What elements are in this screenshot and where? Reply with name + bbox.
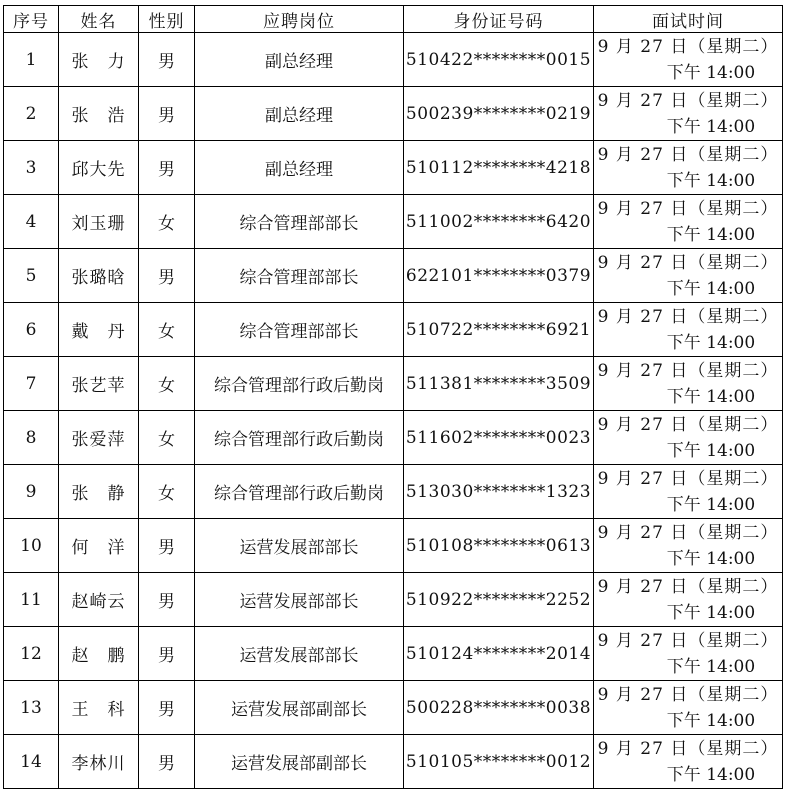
cell-index: 11 (4, 573, 59, 627)
cell-index: 2 (4, 87, 59, 141)
interview-date: 9 月 27 日（星期二） (597, 144, 779, 165)
interview-date: 9 月 27 日（星期二） (597, 630, 779, 651)
cell-name: 何 洋 (59, 519, 139, 573)
cell-position: 副总经理 (195, 87, 404, 141)
cell-index: 1 (4, 33, 59, 87)
cell-id-number: 500228********0038 (404, 681, 594, 735)
cell-name: 邱大先 (59, 141, 139, 195)
table-body (4, 33, 783, 789)
cell-index: 4 (4, 195, 59, 249)
cell-position: 综合管理部行政后勤岗 (195, 357, 404, 411)
header-gender: 性别 (139, 6, 195, 33)
cell-position: 副总经理 (195, 33, 404, 87)
interview-hour: 下午 14:00 (666, 170, 756, 191)
interview-hour: 下午 14:00 (666, 386, 756, 407)
interview-date: 9 月 27 日（星期二） (597, 198, 779, 219)
interview-hour: 下午 14:00 (666, 62, 756, 83)
cell-gender: 女 (139, 303, 195, 357)
cell-name: 赵 鹏 (59, 627, 139, 681)
table-row (4, 627, 783, 681)
cell-name: 戴 丹 (59, 303, 139, 357)
cell-gender: 男 (139, 627, 195, 681)
header-row (4, 6, 783, 33)
cell-gender: 女 (139, 195, 195, 249)
cell-name: 张爱萍 (59, 411, 139, 465)
cell-interview-time (594, 249, 783, 303)
interview-date: 9 月 27 日（星期二） (597, 90, 779, 111)
cell-name: 李林川 (59, 735, 139, 789)
cell-name: 王 科 (59, 681, 139, 735)
table-header (4, 6, 783, 33)
header-name: 姓名 (59, 6, 139, 33)
cell-id-number: 500239********0219 (404, 87, 594, 141)
table-row (4, 303, 783, 357)
cell-gender: 男 (139, 33, 195, 87)
cell-name: 张艺苹 (59, 357, 139, 411)
cell-id-number: 510105********0012 (404, 735, 594, 789)
cell-index: 12 (4, 627, 59, 681)
cell-interview-time (594, 303, 783, 357)
interview-hour: 下午 14:00 (666, 656, 756, 677)
table-row (4, 195, 783, 249)
cell-gender: 男 (139, 681, 195, 735)
interview-date: 9 月 27 日（星期二） (597, 360, 779, 381)
interview-date: 9 月 27 日（星期二） (597, 576, 779, 597)
interview-hour: 下午 14:00 (666, 602, 756, 623)
interview-hour: 下午 14:00 (666, 332, 756, 353)
table-row (4, 33, 783, 87)
cell-name: 张 静 (59, 465, 139, 519)
cell-position: 综合管理部部长 (195, 249, 404, 303)
header-interview-time: 面试时间 (594, 6, 783, 33)
interview-date: 9 月 27 日（星期二） (597, 738, 779, 759)
cell-index: 9 (4, 465, 59, 519)
header-index: 序号 (4, 6, 59, 33)
interview-date: 9 月 27 日（星期二） (597, 468, 779, 489)
cell-id-number: 513030********1323 (404, 465, 594, 519)
cell-index: 6 (4, 303, 59, 357)
cell-index: 3 (4, 141, 59, 195)
cell-gender: 男 (139, 87, 195, 141)
interview-hour: 下午 14:00 (666, 494, 756, 515)
cell-id-number: 622101********0379 (404, 249, 594, 303)
interview-date: 9 月 27 日（星期二） (597, 684, 779, 705)
cell-position: 综合管理部行政后勤岗 (195, 411, 404, 465)
cell-id-number: 510422********0015 (404, 33, 594, 87)
cell-id-number: 510922********2252 (404, 573, 594, 627)
cell-interview-time (594, 519, 783, 573)
cell-index: 14 (4, 735, 59, 789)
interview-hour: 下午 14:00 (666, 710, 756, 731)
cell-interview-time (594, 465, 783, 519)
cell-position: 综合管理部行政后勤岗 (195, 465, 404, 519)
cell-index: 7 (4, 357, 59, 411)
cell-interview-time (594, 87, 783, 141)
interview-hour: 下午 14:00 (666, 440, 756, 461)
cell-position: 运营发展部副部长 (195, 681, 404, 735)
interview-hour: 下午 14:00 (666, 116, 756, 137)
table-row (4, 357, 783, 411)
interview-date: 9 月 27 日（星期二） (597, 252, 779, 273)
header-position: 应聘岗位 (195, 6, 404, 33)
interview-hour: 下午 14:00 (666, 548, 756, 569)
cell-position: 运营发展部部长 (195, 573, 404, 627)
interview-hour: 下午 14:00 (666, 278, 756, 299)
table-row (4, 573, 783, 627)
cell-id-number: 510108********0613 (404, 519, 594, 573)
cell-gender: 男 (139, 573, 195, 627)
cell-interview-time (594, 627, 783, 681)
interview-date: 9 月 27 日（星期二） (597, 36, 779, 57)
cell-name: 张 力 (59, 33, 139, 87)
cell-gender: 男 (139, 735, 195, 789)
interview-date: 9 月 27 日（星期二） (597, 306, 779, 327)
cell-interview-time (594, 681, 783, 735)
cell-index: 13 (4, 681, 59, 735)
table-row (4, 681, 783, 735)
cell-interview-time (594, 33, 783, 87)
cell-gender: 女 (139, 465, 195, 519)
table-row (4, 249, 783, 303)
cell-name: 张 浩 (59, 87, 139, 141)
cell-name: 赵崎云 (59, 573, 139, 627)
cell-position: 综合管理部部长 (195, 195, 404, 249)
cell-id-number: 511381********3509 (404, 357, 594, 411)
table-row (4, 87, 783, 141)
cell-position: 综合管理部部长 (195, 303, 404, 357)
cell-index: 5 (4, 249, 59, 303)
cell-id-number: 511002********6420 (404, 195, 594, 249)
cell-name: 刘玉珊 (59, 195, 139, 249)
cell-position: 运营发展部部长 (195, 519, 404, 573)
cell-gender: 男 (139, 519, 195, 573)
cell-position: 运营发展部部长 (195, 627, 404, 681)
cell-index: 8 (4, 411, 59, 465)
cell-interview-time (594, 357, 783, 411)
cell-position: 副总经理 (195, 141, 404, 195)
table-row (4, 465, 783, 519)
cell-interview-time (594, 141, 783, 195)
cell-interview-time (594, 195, 783, 249)
cell-id-number: 510112********4218 (404, 141, 594, 195)
cell-id-number: 510722********6921 (404, 303, 594, 357)
cell-name: 张璐晗 (59, 249, 139, 303)
cell-interview-time (594, 735, 783, 789)
cell-interview-time (594, 411, 783, 465)
interview-roster-table (3, 5, 783, 789)
cell-gender: 女 (139, 411, 195, 465)
cell-id-number: 511602********0023 (404, 411, 594, 465)
table-row (4, 141, 783, 195)
cell-id-number: 510124********2014 (404, 627, 594, 681)
cell-gender: 女 (139, 357, 195, 411)
interview-hour: 下午 14:00 (666, 764, 756, 785)
cell-index: 10 (4, 519, 59, 573)
cell-gender: 男 (139, 249, 195, 303)
interview-hour: 下午 14:00 (666, 224, 756, 245)
table-row (4, 411, 783, 465)
cell-interview-time (594, 573, 783, 627)
header-id-number: 身份证号码 (404, 6, 594, 33)
interview-date: 9 月 27 日（星期二） (597, 414, 779, 435)
cell-position: 运营发展部副部长 (195, 735, 404, 789)
table-row (4, 735, 783, 789)
interview-date: 9 月 27 日（星期二） (597, 522, 779, 543)
table-row (4, 519, 783, 573)
cell-gender: 男 (139, 141, 195, 195)
